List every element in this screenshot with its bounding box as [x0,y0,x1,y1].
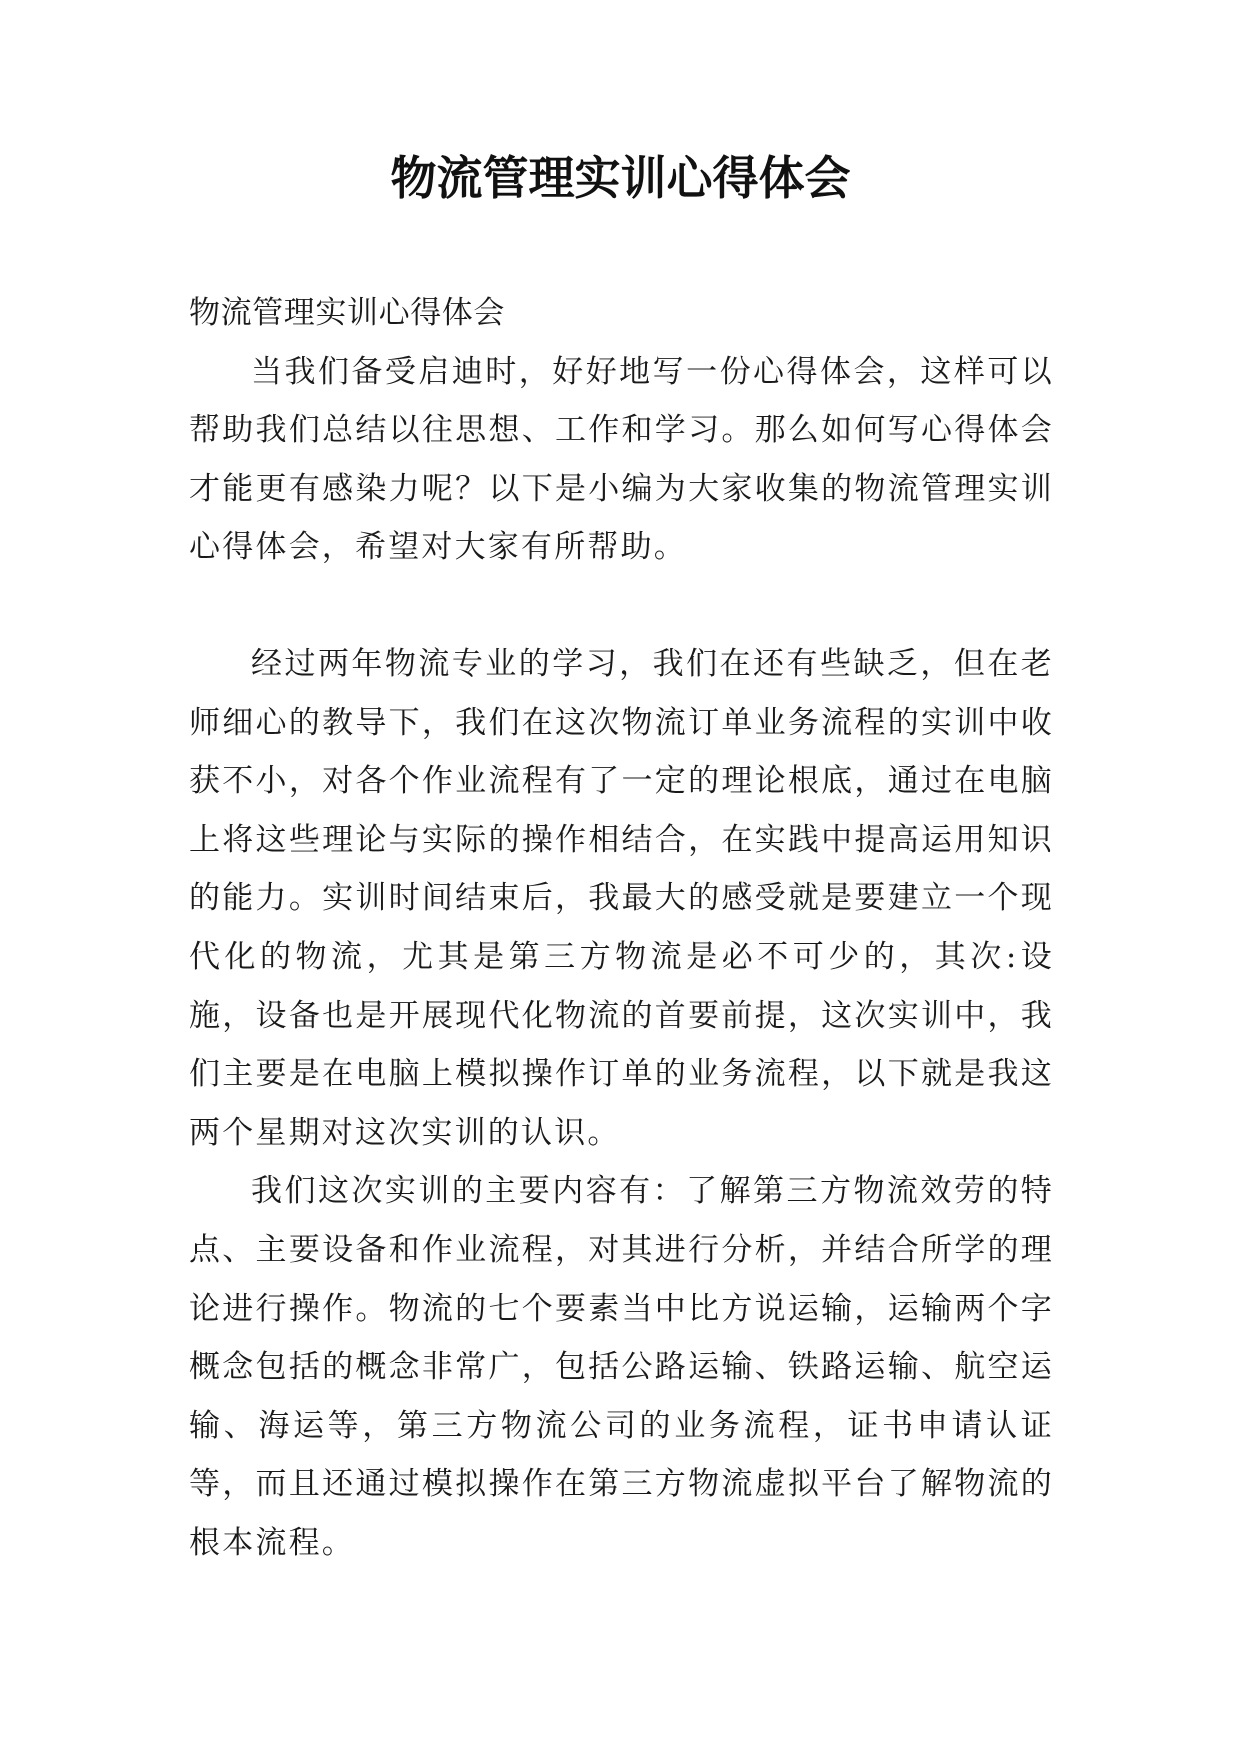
paragraph-training-content: 我们这次实训的主要内容有：了解第三方物流效劳的特点、主要设备和作业流程，对其进行分析，并结合所学的理论进行操作。物流的七个要素当中比方说运输，运输两个字概念包括的概念非常广，包括公路运输、铁路运输、航空运输、海运等，第三方物流公司的业务流程，证书申请认证等，而且还通过模拟操作在第三方物流虚拟平台了解物流的根本流程。 [189,1173,1054,1561]
document-title: 物流管理实训心得体会 [390,151,851,205]
document-subtitle: 物流管理实训心得体会 [189,295,505,331]
document-body [189,284,1054,1572]
paragraph-intro: 当我们备受启迪时，好好地写一份心得体会，这样可以帮助我们总结以往思想、工作和学习。那么如何写心得体会才能更有感染力呢？以下是小编为大家收集的物流管理实训心得体会，希望对大家有所帮助。 [189,353,1054,566]
paragraph-training-experience: 经过两年物流专业的学习，我们在还有些缺乏，但在老师细心的教导下，我们在这次物流订单业务流程的实训中收获不小，对各个作业流程有了一定的理论根底，通过在电脑上将这些理论与实际的操作相结合，在实践中提高运用知识的能力。实训时间结束后，我最大的感受就是要建立一个现代化的物流，尤其是第三方物流是必不可少的，其次:设施，设备也是开展现代化物流的首要前提，这次实训中，我们主要是在电脑上模拟操作订单的业务流程，以下就是我这两个星期对这次实训的认识。 [189,645,1054,1151]
paragraph-spacer [189,577,1054,635]
